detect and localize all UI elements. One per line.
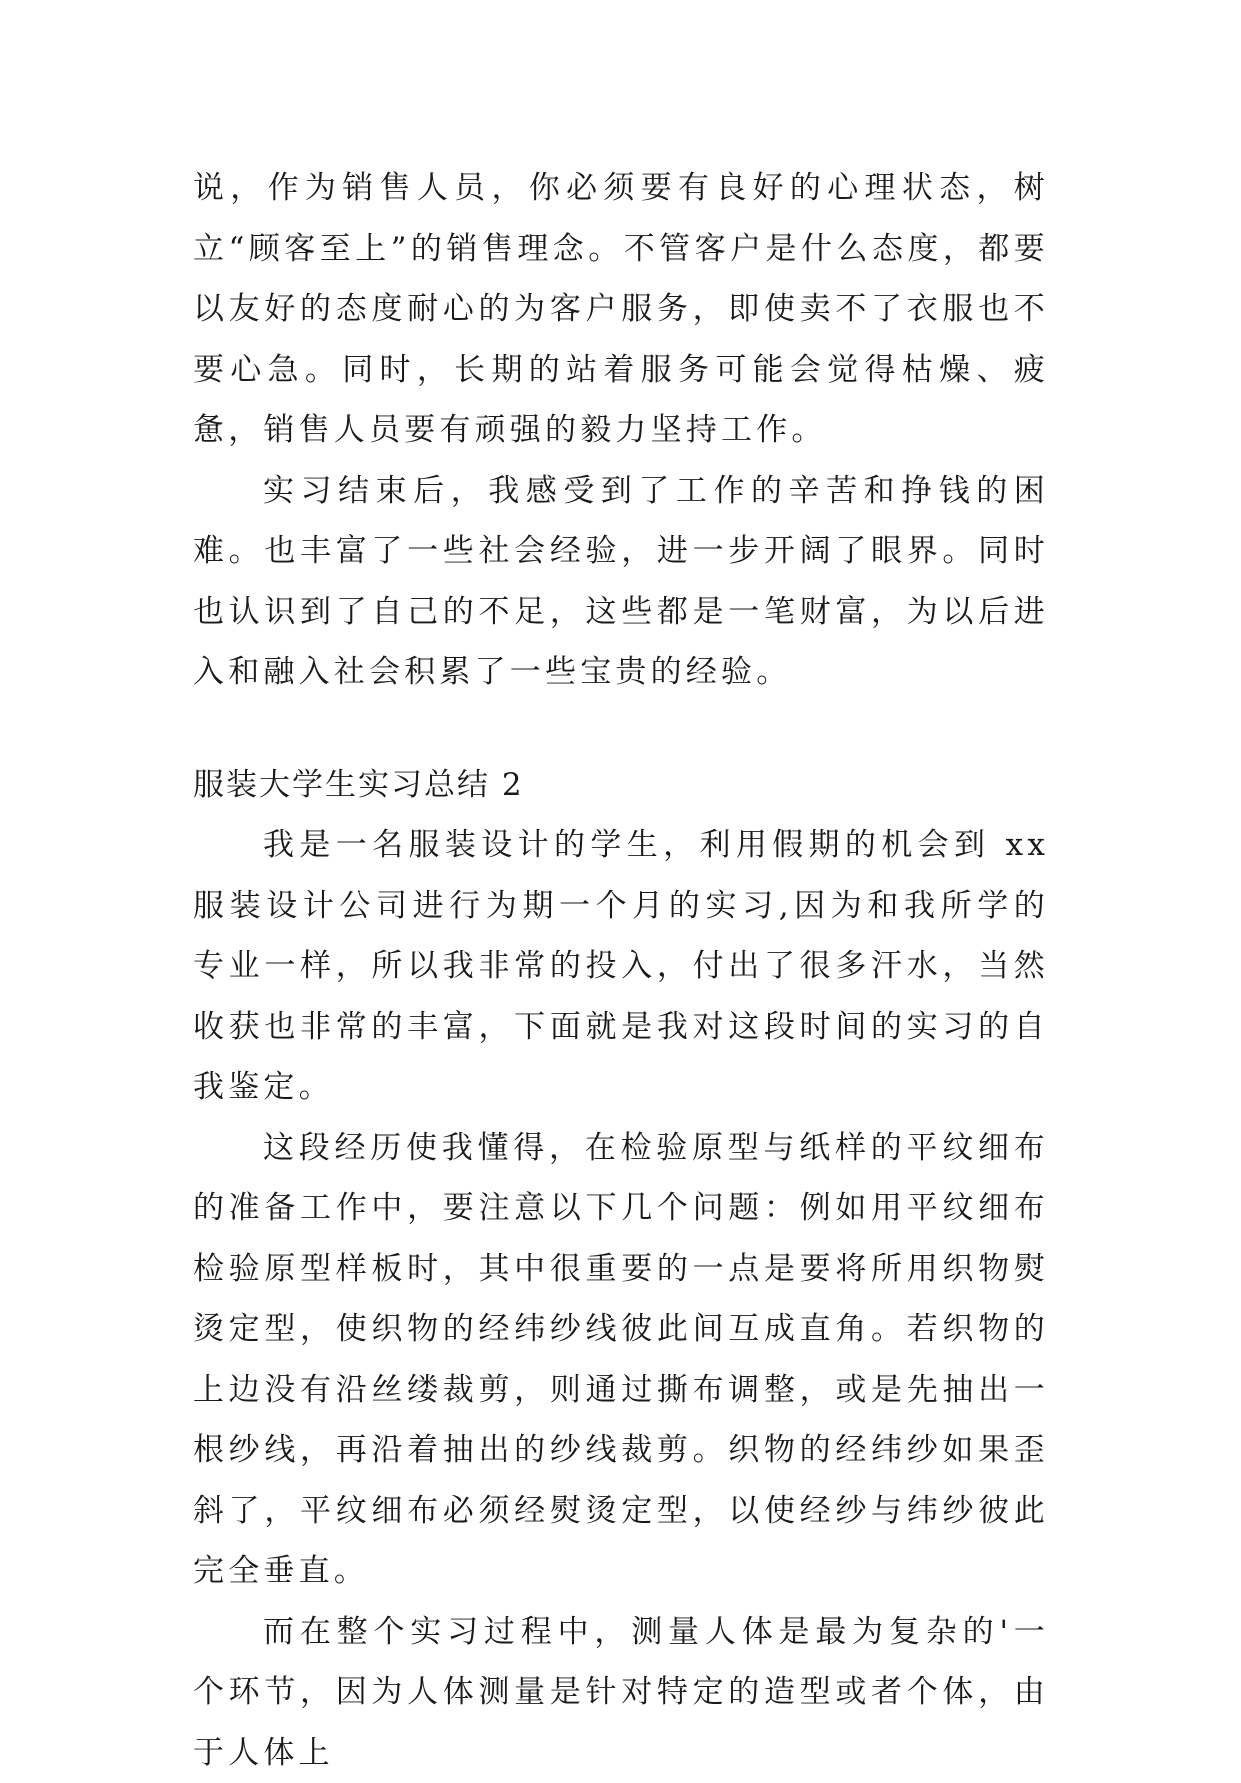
document-body — [193, 158, 1049, 1783]
section-title: 服装大学生实习总结 2 — [193, 755, 1049, 816]
paragraph-intro: 我是一名服装设计的学生，利用假期的机会到 xx 服装设计公司进行为期一个月的实习,因为和我所学的专业一样，所以我非常的投入，付出了很多汗水，当然收获也非常的丰富，下面就是我对这段时间的实习的自我鉴定。 — [193, 815, 1049, 1118]
paragraph-conclusion: 实习结束后，我感受到了工作的辛苦和挣钱的困难。也丰富了一些社会经验，进一步开阔了眼界。同时也认识到了自己的不足，这些都是一笔财富，为以后进入和融入社会积累了一些宝贵的经验。 — [193, 461, 1049, 703]
paragraph-continued: 说，作为销售人员，你必须要有良好的心理状态，树立“顾客至上”的销售理念。不管客户是什么态度，都要以友好的态度耐心的为客户服务，即使卖不了衣服也不要心急。同时，长期的站着服务可能会觉得枯燥、疲惫，销售人员要有顽强的毅力坚持工作。 — [193, 158, 1049, 461]
paragraph-muslin-preparation: 这段经历使我懂得，在检验原型与纸样的平纹细布的准备工作中，要注意以下几个问题：例如用平纹细布检验原型样板时，其中很重要的一点是要将所用织物熨烫定型，使织物的经纬纱线彼此间互成直角。若织物的上边没有沿丝缕裁剪，则通过撕布调整，或是先抽出一根纱线，再沿着抽出的纱线裁剪。织物的经纬纱如果歪斜了，平纹细布必须经熨烫定型，以使经纱与纬纱彼此完全垂直。 — [193, 1118, 1049, 1602]
paragraph-body-measurement: 而在整个实习过程中，测量人体是最为复杂的'一个环节，因为人体测量是针对特定的造型或者个体，由于人体上 — [193, 1602, 1049, 1783]
